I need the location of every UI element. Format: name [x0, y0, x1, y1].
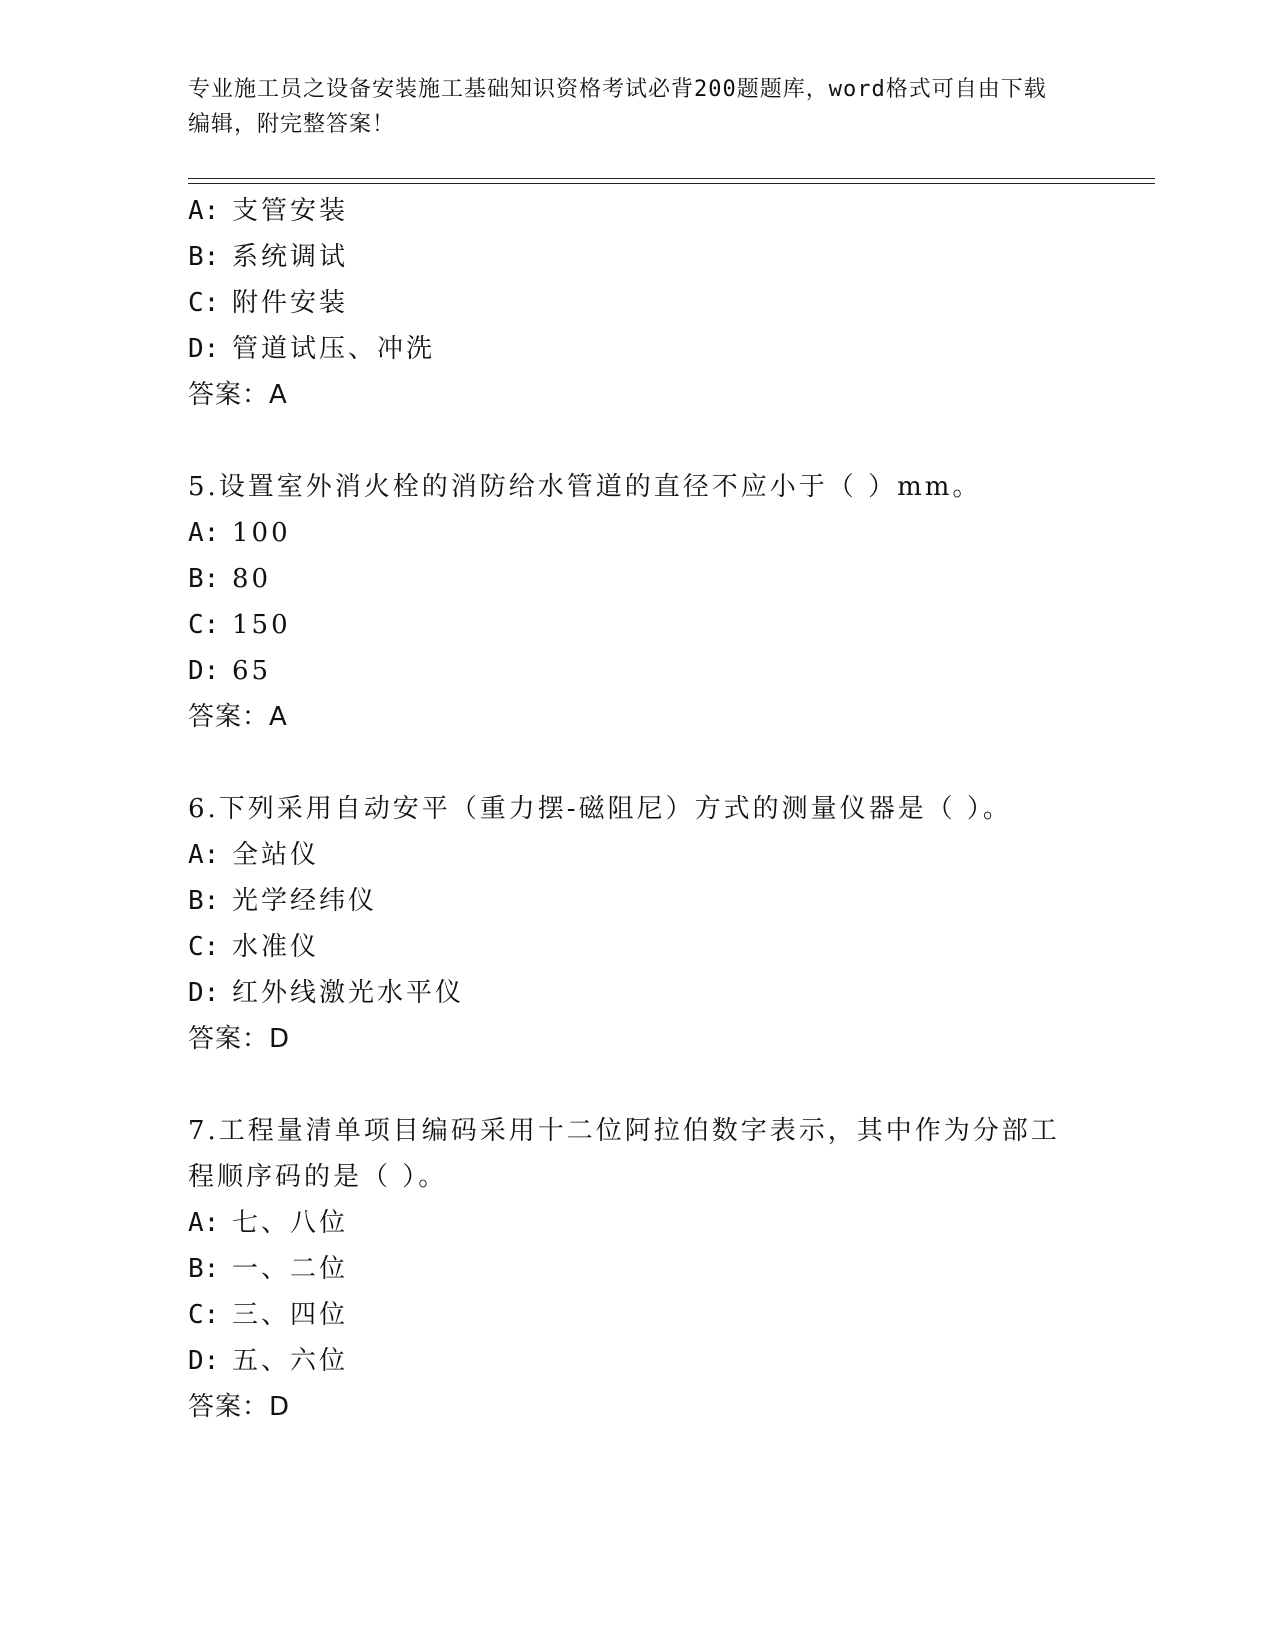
option-c: C: 150	[188, 610, 291, 640]
answer-line: 答案：A	[188, 380, 288, 410]
answer-line: 答案：D	[188, 1024, 291, 1054]
option-b: B: 光学经纬仪	[188, 886, 378, 916]
option-c: C: 三、四位	[188, 1300, 349, 1330]
option-b: B: 一、二位	[188, 1254, 349, 1284]
option-a: A: 全站仪	[188, 840, 320, 870]
option-d: D: 管道试压、冲洗	[188, 334, 436, 364]
option-c: C: 附件安装	[188, 288, 349, 318]
document-header: 专业施工员之设备安装施工基础知识资格考试必背200题题库，word格式可自由下载编辑，附完整答案！	[188, 77, 1047, 137]
answer-line: 答案：D	[188, 1392, 291, 1422]
option-d: D: 红外线激光水平仪	[188, 978, 465, 1008]
question-text: 5.设置室外消火栓的消防给水管道的直径不应小于（ ）mm。	[188, 472, 982, 502]
question-block-4	[188, 188, 1068, 418]
question-list	[188, 188, 1068, 1430]
answer-line: 答案：A	[188, 702, 288, 732]
question-text: 6.下列采用自动安平（重力摆-磁阻尼）方式的测量仪器是（ ）。	[188, 794, 1012, 824]
question-text: 7.工程量清单项目编码采用十二位阿拉伯数字表示，其中作为分部工程顺序码的是（ ）。	[188, 1116, 1060, 1192]
option-d: D: 65	[188, 656, 272, 686]
header-divider-top	[188, 178, 1155, 179]
question-block-7	[188, 1108, 1068, 1430]
option-b: B: 80	[188, 564, 272, 594]
question-block-5	[188, 464, 1068, 740]
question-block-6	[188, 786, 1068, 1062]
option-d: D: 五、六位	[188, 1346, 349, 1376]
option-a: A: 100	[188, 518, 291, 548]
option-a: A: 支管安装	[188, 196, 349, 226]
header-divider-bottom	[188, 183, 1155, 184]
option-b: B: 系统调试	[188, 242, 349, 272]
option-c: C: 水准仪	[188, 932, 320, 962]
option-a: A: 七、八位	[188, 1208, 349, 1238]
